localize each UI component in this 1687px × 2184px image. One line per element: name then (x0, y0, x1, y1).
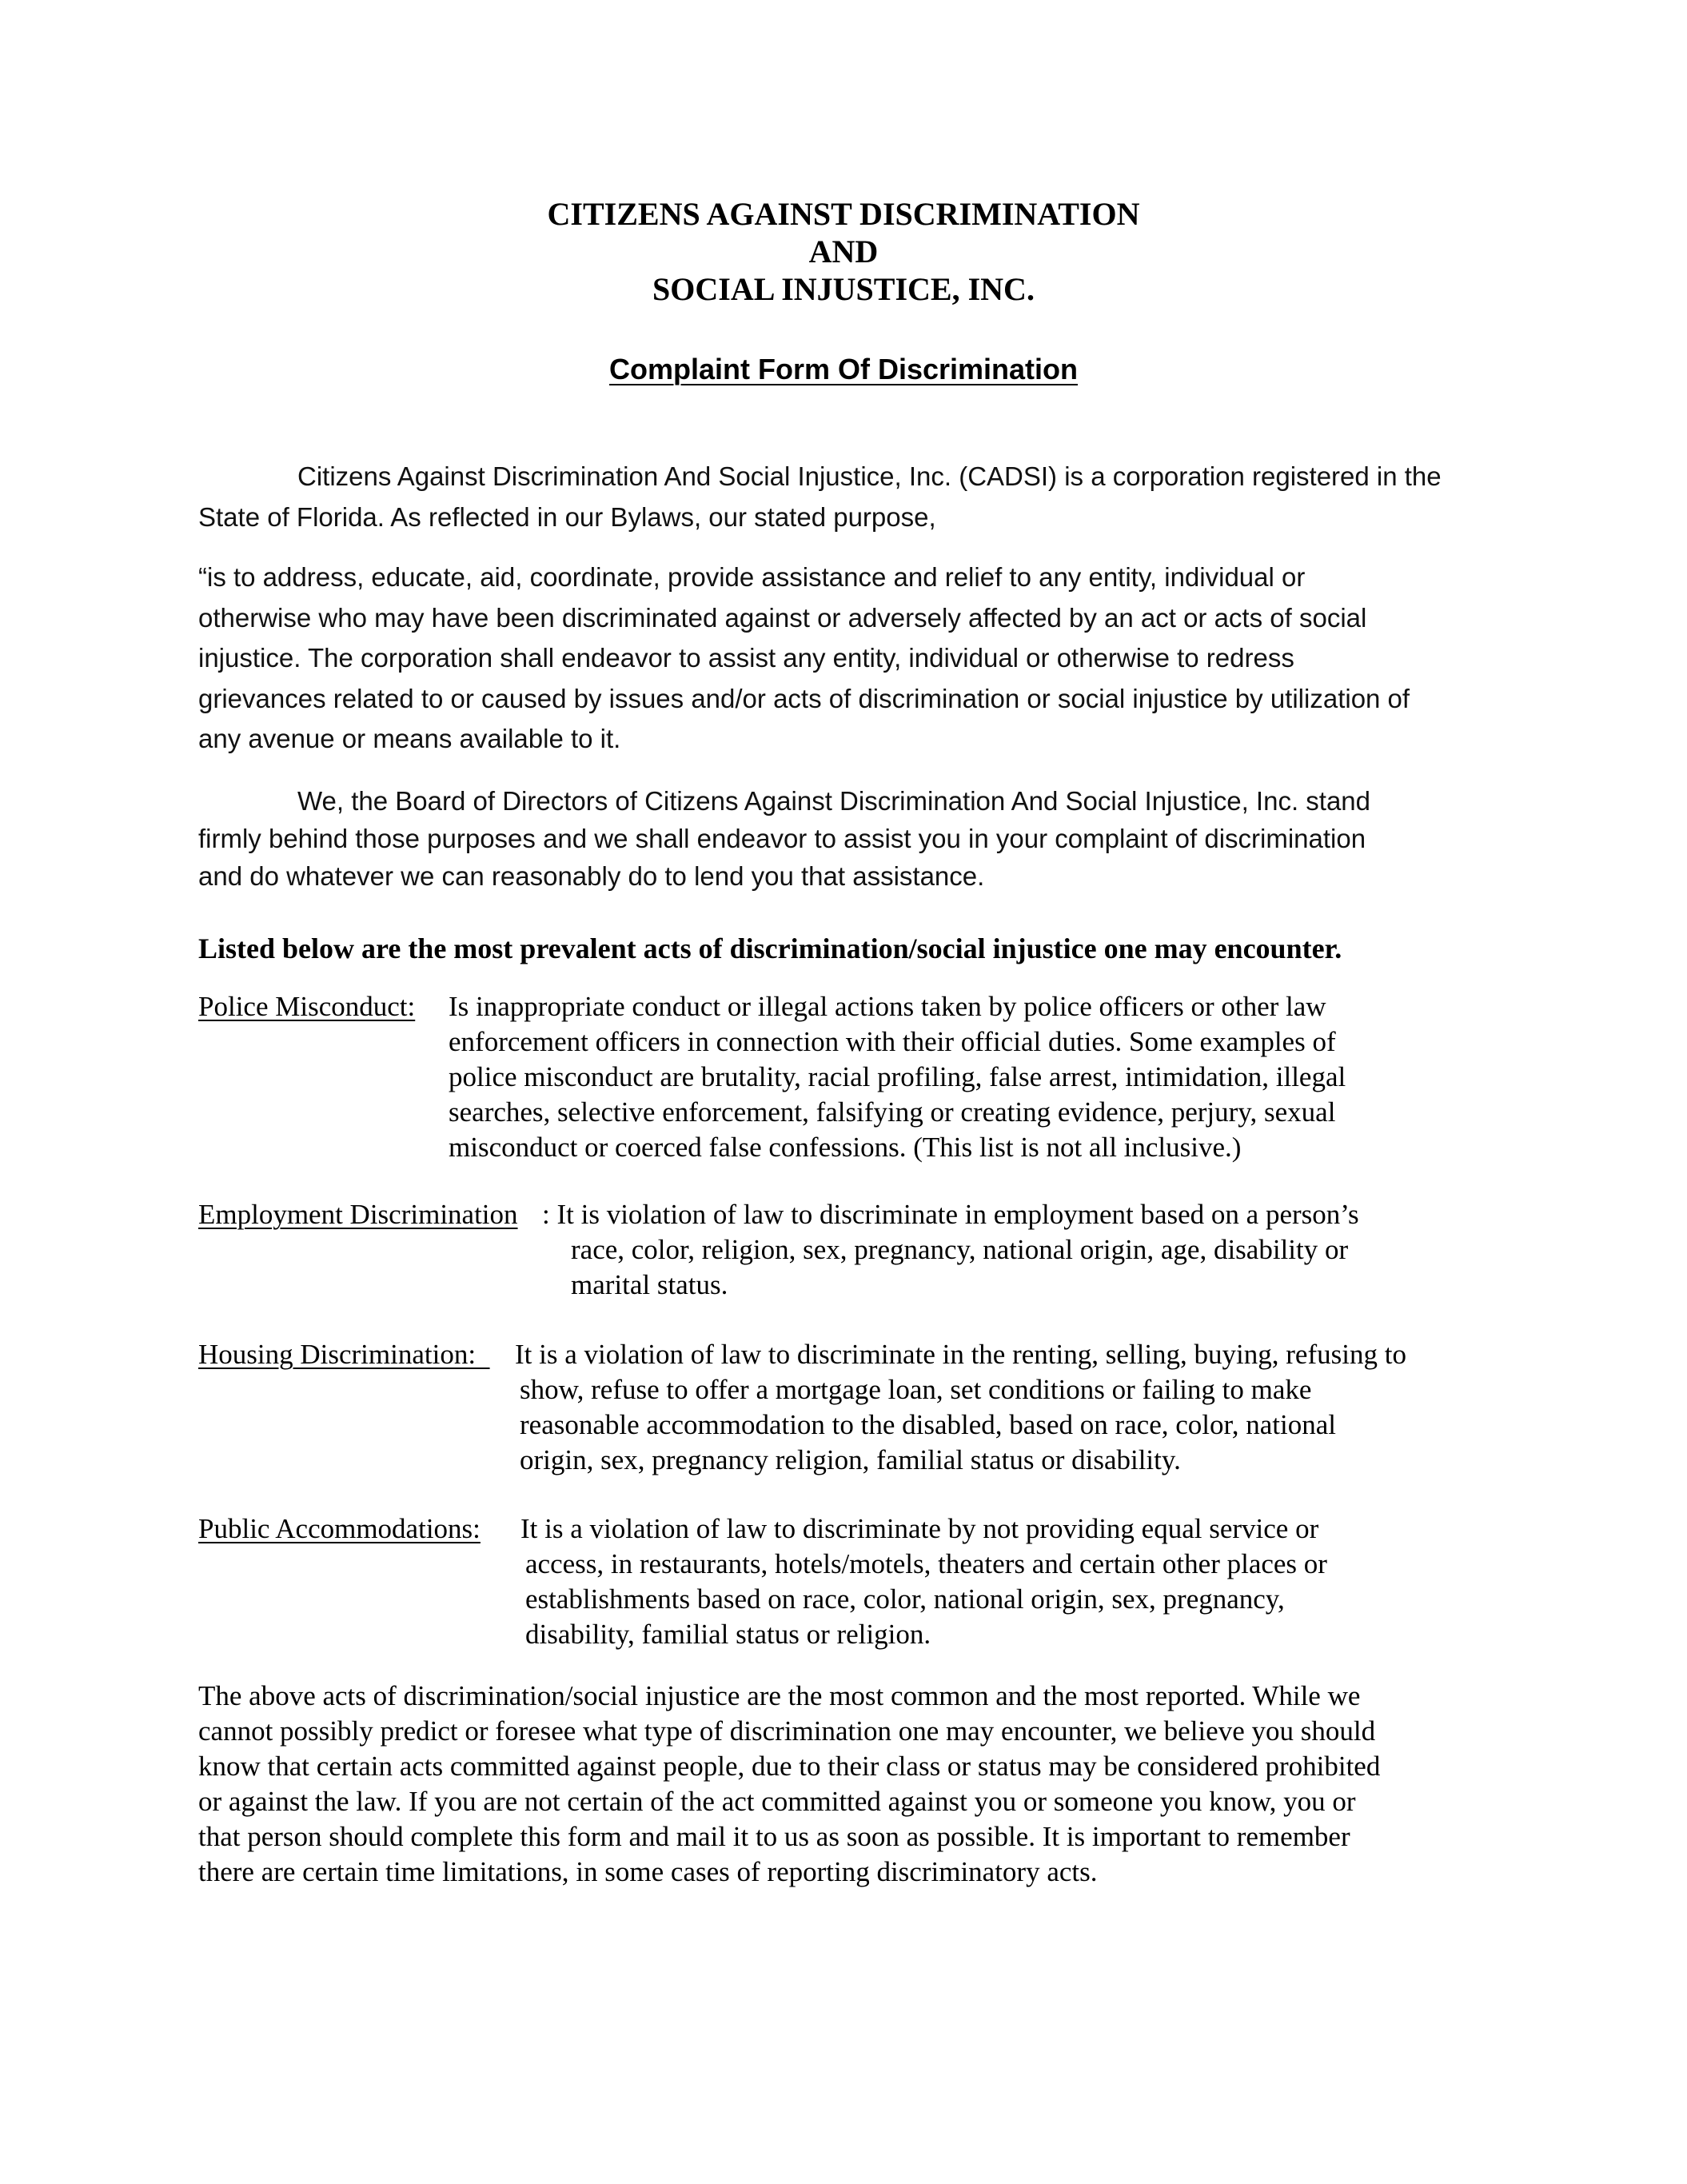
purpose-line-4: grievances related to or caused by issues and/or acts of discrimination or social injustice by utilization of (198, 683, 1410, 713)
board-paragraph (198, 782, 1494, 895)
purpose-line-1: “is to address, educate, aid, coordinate, provide assistance and relief to any entity, individual or (198, 562, 1306, 592)
board-line-2: firmly behind those purposes and we shall endeavor to assist you in your complaint of discrimination (198, 824, 1366, 853)
public-line-4: disability, familial status or religion. (525, 1619, 931, 1650)
closing-line-6: there are certain time limitations, in some cases of reporting discriminatory acts. (198, 1856, 1098, 1887)
housing-line-1: It is a violation of law to discriminate in the renting, selling, buying, refusing to (515, 1339, 1406, 1370)
police-line-5: misconduct or coerced false confessions. (This list is not all inclusive.) (449, 1132, 1242, 1163)
organization-name-line-3: SOCIAL INJUSTICE, INC. (652, 271, 1035, 307)
police-line-1: Is inappropriate conduct or illegal actions taken by police officers or other law (449, 991, 1326, 1022)
closing-line-1: The above acts of discrimination/social injustice are the most common and the most reported. While we (198, 1680, 1361, 1711)
employment-line-3: marital status. (571, 1269, 728, 1300)
listed-heading: Listed below are the most prevalent acts of discrimination/social injustice one may encounter. (198, 932, 1342, 964)
organization-name-line-2: AND (808, 234, 879, 270)
public-line-2: access, in restaurants, hotels/motels, theaters and certain other places or (525, 1548, 1327, 1579)
form-title: Complaint Form Of Discrimination (608, 353, 1079, 385)
police-line-4: searches, selective enforcement, falsifying or creating evidence, perjury, sexual (449, 1096, 1336, 1128)
police-line-3: police misconduct are brutality, racial profiling, false arrest, intimidation, illegal (449, 1061, 1346, 1092)
closing-line-4: or against the law. If you are not certain of the act committed against you or someone you know, you or (198, 1786, 1356, 1817)
purpose-line-5: any avenue or means available to it. (198, 724, 621, 753)
housing-line-3: reasonable accommodation to the disabled, based on race, color, national (520, 1409, 1336, 1440)
housing-discrimination-label: Housing Discrimination: (198, 1339, 490, 1370)
police-misconduct-label: Police Misconduct: (198, 991, 416, 1022)
public-line-1: It is a violation of law to discriminate by not providing equal service or (520, 1513, 1319, 1544)
housing-line-2: show, refuse to offer a mortgage loan, set conditions or failing to make (520, 1374, 1312, 1405)
housing-line-4: origin, sex, pregnancy religion, familial status or disability. (520, 1444, 1181, 1475)
intro-paragraph (198, 456, 1494, 537)
purpose-line-3: injustice. The corporation shall endeavor to assist any entity, individual or otherwise to redress (198, 643, 1294, 673)
employment-line-2: race, color, religion, sex, pregnancy, national origin, age, disability or (571, 1234, 1349, 1265)
police-line-2: enforcement officers in connection with their official duties. Some examples of (449, 1026, 1336, 1057)
closing-line-2: cannot possibly predict or foresee what type of discrimination one may encounter, we believe you should (198, 1715, 1376, 1747)
board-line-1: We, the Board of Directors of Citizens Against Discrimination And Social Injustice, Inc. stand (297, 786, 1371, 816)
closing-paragraph (198, 1679, 1380, 1890)
intro-line-2: State of Florida. As reflected in our Bylaws, our stated purpose, (198, 502, 936, 532)
intro-line-1: Citizens Against Discrimination And Social Injustice, Inc. (CADSI) is a corporation registered in the (297, 461, 1442, 491)
board-line-3: and do whatever we can reasonably do to lend you that assistance. (198, 861, 985, 891)
closing-line-3: know that certain acts committed against people, due to their class or status may be considered prohibited (198, 1751, 1381, 1782)
organization-name-line-1: CITIZENS AGAINST DISCRIMINATION (547, 196, 1140, 232)
employment-line-1: : It is violation of law to discriminate in employment based on a person’s (542, 1199, 1359, 1230)
employment-discrimination-label: Employment Discrimination (198, 1199, 518, 1230)
public-accommodations-label: Public Accommodations: (198, 1513, 481, 1544)
public-line-3: establishments based on race, color, national origin, sex, pregnancy, (525, 1583, 1285, 1615)
purpose-line-2: otherwise who may have been discriminated against or adversely affected by an act or acts of social (198, 602, 1367, 633)
purpose-quote (198, 557, 1494, 760)
organization-name (0, 195, 1687, 308)
closing-line-5: that person should complete this form and mail it to us as soon as possible. It is important to remember (198, 1821, 1350, 1852)
